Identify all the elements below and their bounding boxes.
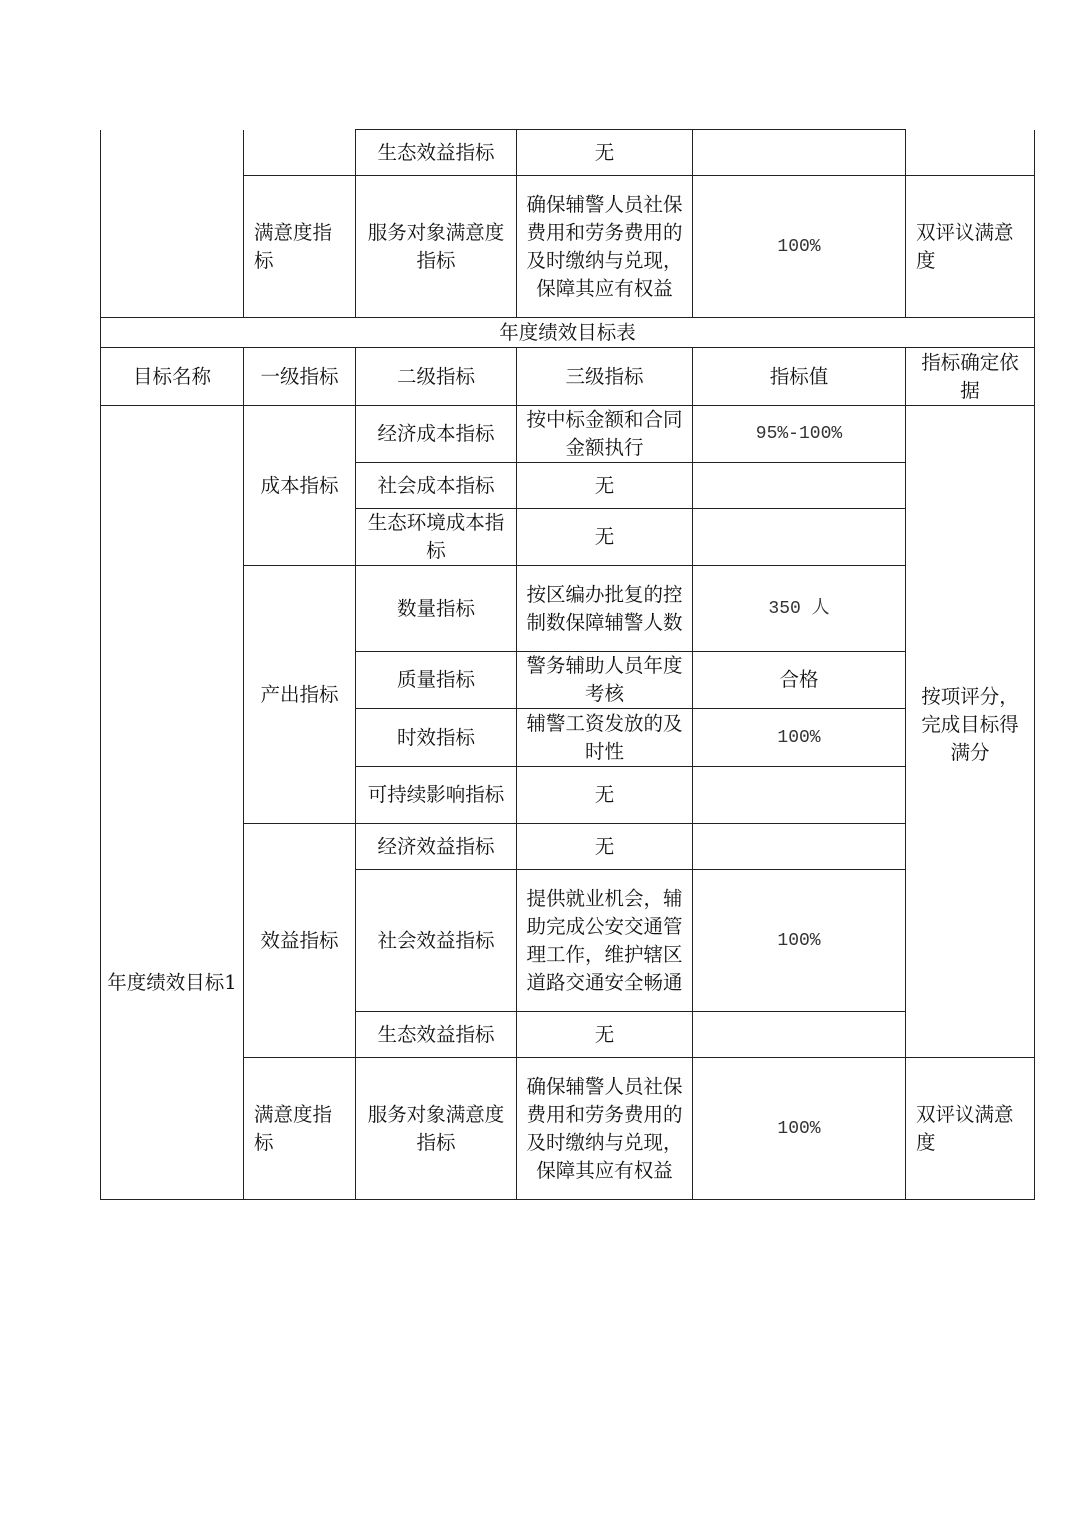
- value-cell: [693, 509, 906, 566]
- value-cell: [693, 130, 906, 176]
- l2-cell: 经济成本指标: [356, 406, 517, 463]
- l1-cell-cont: [244, 130, 356, 176]
- l3-cell: 无: [517, 130, 693, 176]
- value-cell: 350 人: [693, 566, 906, 652]
- l3-cell: 无: [517, 824, 693, 870]
- performance-table-page: [100, 129, 1034, 1200]
- l3-cell: 按中标金额和合同金额执行: [517, 406, 693, 463]
- performance-goal-table: [100, 129, 1035, 1200]
- l2-cell: 生态效益指标: [356, 130, 517, 176]
- l3-cell: 按区编办批复的控制数保障辅警人数: [517, 566, 693, 652]
- l3-cell: 提供就业机会，辅助完成公安交通管理工作，维护辖区道路交通安全畅通: [517, 870, 693, 1012]
- l2-cell: 数量指标: [356, 566, 517, 652]
- table-title: 年度绩效目标表: [101, 318, 1035, 348]
- basis-cell: 双评议满意度: [906, 1058, 1035, 1200]
- l1-satisfaction: 满意度指标: [244, 1058, 356, 1200]
- l1-cost: 成本指标: [244, 406, 356, 566]
- l3-cell: 警务辅助人员年度考核: [517, 652, 693, 709]
- value-cell: 合格: [693, 652, 906, 709]
- l2-cell: 社会成本指标: [356, 463, 517, 509]
- table-row: [101, 130, 1035, 176]
- l3-cell: 确保辅警人员社保费用和劳务费用的及时缴纳与兑现，保障其应有权益: [517, 1058, 693, 1200]
- table-row: [101, 406, 1035, 463]
- l3-cell: 无: [517, 509, 693, 566]
- l2-cell: 生态效益指标: [356, 1012, 517, 1058]
- header-basis: 指标确定依据: [906, 348, 1035, 406]
- header-level1: 一级指标: [244, 348, 356, 406]
- l2-cell: 经济效益指标: [356, 824, 517, 870]
- l3-cell: 无: [517, 1012, 693, 1058]
- header-row: [101, 348, 1035, 406]
- l2-cell: 社会效益指标: [356, 870, 517, 1012]
- l2-cell: 生态环境成本指标: [356, 509, 517, 566]
- value-cell: [693, 1012, 906, 1058]
- table-title-row: [101, 318, 1035, 348]
- l2-cell: 服务对象满意度指标: [356, 176, 517, 318]
- l3-cell: 辅警工资发放的及时性: [517, 709, 693, 767]
- value-cell: [693, 463, 906, 509]
- header-goal-name: 目标名称: [101, 348, 244, 406]
- l3-cell: 无: [517, 463, 693, 509]
- goal-name-cell: 年度绩效目标1: [101, 406, 244, 1200]
- basis-cell-cont: [906, 130, 1035, 176]
- value-cell: 100%: [693, 176, 906, 318]
- l1-output: 产出指标: [244, 566, 356, 824]
- value-cell: [693, 824, 906, 870]
- l2-cell: 时效指标: [356, 709, 517, 767]
- basis-cell: 双评议满意度: [906, 176, 1035, 318]
- value-cell: 95%-100%: [693, 406, 906, 463]
- l1-benefit: 效益指标: [244, 824, 356, 1058]
- value-cell: 100%: [693, 709, 906, 767]
- goal-name-cell-cont: [101, 130, 244, 318]
- l3-cell: 确保辅警人员社保费用和劳务费用的及时缴纳与兑现，保障其应有权益: [517, 176, 693, 318]
- l1-cell: 满意度指标: [244, 176, 356, 318]
- l2-cell: 服务对象满意度指标: [356, 1058, 517, 1200]
- value-cell: [693, 767, 906, 824]
- value-cell: 100%: [693, 870, 906, 1012]
- basis-main-text: 按项评分，完成目标得满分: [921, 685, 1019, 764]
- header-value: 指标值: [693, 348, 906, 406]
- header-level3: 三级指标: [517, 348, 693, 406]
- value-cell: 100%: [693, 1058, 906, 1200]
- l3-cell: 无: [517, 767, 693, 824]
- l2-cell: 可持续影响指标: [356, 767, 517, 824]
- l2-cell: 质量指标: [356, 652, 517, 709]
- header-level2: 二级指标: [356, 348, 517, 406]
